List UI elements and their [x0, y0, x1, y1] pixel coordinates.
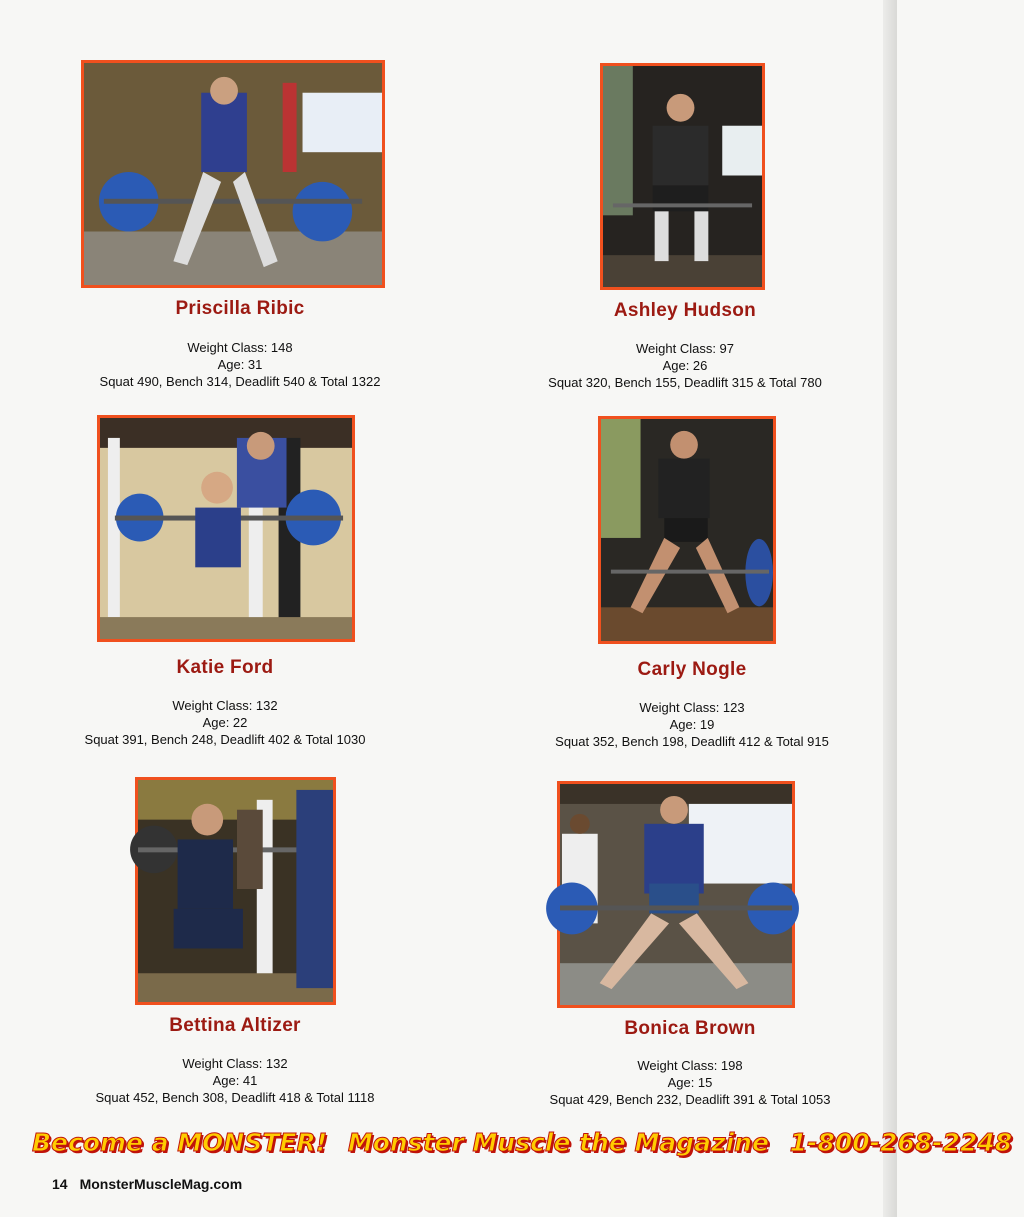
- lift-totals: Squat 490, Bench 314, Deadlift 540 & Total 1322: [99, 374, 381, 389]
- page-footer: [52, 1176, 242, 1192]
- athlete-photo: [135, 777, 336, 1005]
- age: Age: 26: [662, 358, 708, 373]
- athlete-card: [492, 414, 892, 754]
- athlete-photo: [557, 781, 795, 1008]
- banner-magazine: Monster Muscle the Magazine: [347, 1128, 769, 1157]
- footer-site-url: MonsterMuscleMag.com: [79, 1176, 243, 1192]
- weight-class: Weight Class: 148: [187, 340, 293, 355]
- promo-banner: [32, 1128, 1013, 1162]
- banner-slogan: Become a MONSTER!: [32, 1128, 328, 1157]
- lift-totals: Squat 429, Bench 232, Deadlift 391 & Total 1053: [549, 1092, 831, 1107]
- lift-totals: Squat 391, Bench 248, Deadlift 402 & Total 1030: [84, 732, 366, 747]
- athlete-card: [485, 60, 885, 400]
- lift-totals: Squat 352, Bench 198, Deadlift 412 & Total 915: [555, 734, 829, 749]
- weight-class: Weight Class: 97: [635, 341, 735, 356]
- age: Age: 15: [667, 1075, 713, 1090]
- athlete-card: [40, 58, 440, 398]
- weight-class: Weight Class: 198: [637, 1058, 743, 1073]
- age: Age: 41: [212, 1073, 258, 1088]
- athlete-card: [35, 775, 435, 1115]
- lift-totals: Squat 452, Bench 308, Deadlift 418 & Total 1118: [95, 1090, 375, 1105]
- athlete-stats: [492, 699, 892, 750]
- athlete-card: [25, 414, 425, 754]
- athlete-stats: [40, 339, 440, 390]
- athlete-photo: [598, 416, 776, 644]
- athlete-name: Bettina Altizer: [169, 1015, 301, 1036]
- athlete-name: Carly Nogle: [637, 659, 747, 680]
- age: Age: 19: [669, 717, 715, 732]
- page-number: 14: [52, 1176, 68, 1192]
- age: Age: 22: [202, 715, 248, 730]
- weight-class: Weight Class: 132: [172, 698, 278, 713]
- athlete-card: [490, 778, 890, 1118]
- banner-phone: 1-800-268-2248: [789, 1128, 1013, 1157]
- weight-class: Weight Class: 132: [182, 1056, 288, 1071]
- age: Age: 31: [217, 357, 263, 372]
- athlete-photo: [81, 60, 385, 288]
- athlete-name: Katie Ford: [176, 657, 274, 678]
- athlete-stats: [490, 1057, 890, 1108]
- athlete-name: Priscilla Ribic: [175, 298, 305, 319]
- lift-totals: Squat 320, Bench 155, Deadlift 315 & Total 780: [548, 375, 822, 390]
- athlete-stats: [25, 697, 425, 748]
- athlete-name: Bonica Brown: [624, 1018, 756, 1039]
- athlete-name: Ashley Hudson: [613, 300, 757, 321]
- weight-class: Weight Class: 123: [639, 700, 745, 715]
- athlete-photo: [600, 63, 765, 290]
- athlete-stats: [485, 340, 885, 391]
- athlete-photo: [97, 415, 355, 642]
- athlete-stats: [35, 1055, 435, 1106]
